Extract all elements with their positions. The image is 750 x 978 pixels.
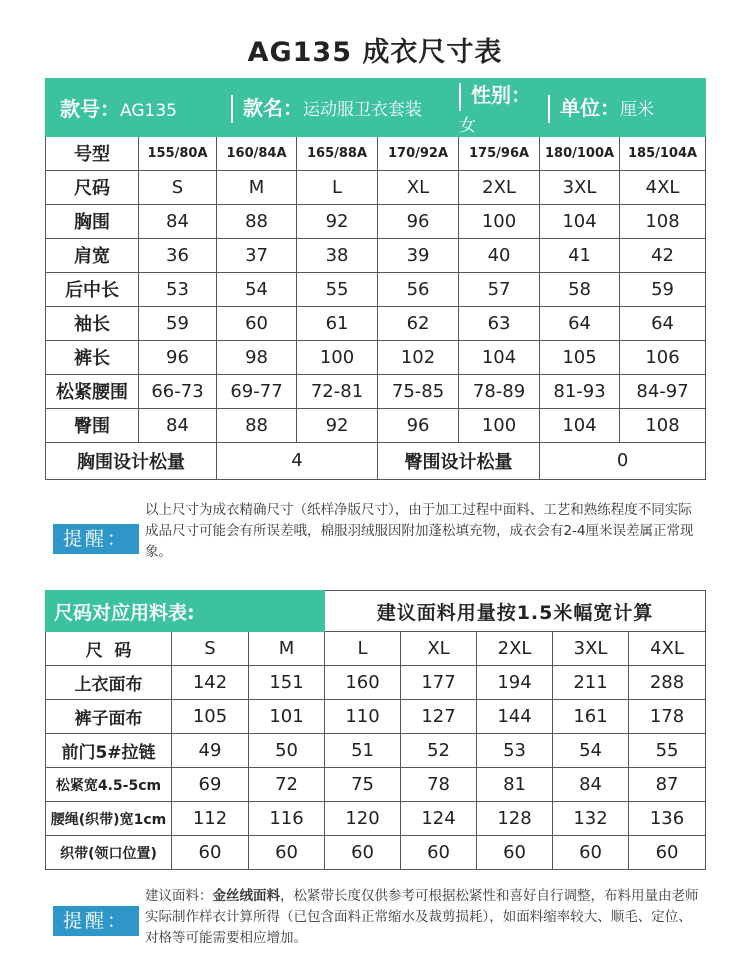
fabric-table-header <box>46 591 706 632</box>
table-cell: 61 <box>297 306 378 340</box>
gender-cell <box>459 79 540 137</box>
table-cell: 132 <box>553 802 629 836</box>
row-label: 松紧腰围 <box>46 374 139 408</box>
table-cell: 101 <box>249 700 325 734</box>
table-cell: 84 <box>139 408 217 442</box>
fabric-row <box>46 836 706 870</box>
size-row <box>46 170 706 204</box>
table-cell: 161 <box>553 700 629 734</box>
table-cell: 108 <box>620 204 706 238</box>
table-cell: 60 <box>172 836 249 870</box>
unit-label: 单位： <box>560 95 621 120</box>
table-cell: 110 <box>325 700 401 734</box>
table-cell: 155/80A <box>139 136 217 170</box>
table-cell: 53 <box>477 734 553 768</box>
style-name-value: 运动服卫衣套装 <box>303 99 423 120</box>
divider <box>459 83 461 111</box>
chest-ease-value: 4 <box>217 442 378 479</box>
row-label: 尺码 <box>46 170 139 204</box>
ease-row <box>46 442 706 479</box>
table-cell: 60 <box>401 836 477 870</box>
table-cell: 55 <box>297 272 378 306</box>
size-cell: 4XL <box>629 632 706 666</box>
table-cell: 78-89 <box>459 374 540 408</box>
row-label: 上衣面布 <box>46 666 172 700</box>
table-cell: 54 <box>217 272 297 306</box>
size-row <box>46 306 706 340</box>
row-label: 腰绳(织带)宽1cm <box>46 802 172 836</box>
table-cell: 88 <box>217 204 297 238</box>
table-cell: 75-85 <box>378 374 459 408</box>
table-cell: 288 <box>629 666 706 700</box>
table-cell: 194 <box>477 666 553 700</box>
table-cell: 41 <box>540 238 620 272</box>
table-cell: 185/104A <box>620 136 706 170</box>
size-row <box>46 204 706 238</box>
table-cell: 136 <box>629 802 706 836</box>
table-cell: 96 <box>378 408 459 442</box>
unit-cell <box>540 79 706 137</box>
row-label: 前门5#拉链 <box>46 734 172 768</box>
fabric-row <box>46 666 706 700</box>
table-cell: 81 <box>477 768 553 802</box>
table-cell: 39 <box>378 238 459 272</box>
size-cell: M <box>249 632 325 666</box>
size-chart-table <box>45 78 706 480</box>
table-cell: 160 <box>325 666 401 700</box>
chest-ease-label: 胸围设计松量 <box>46 442 217 479</box>
table-cell: 87 <box>629 768 706 802</box>
table-cell: 128 <box>477 802 553 836</box>
table-cell: 105 <box>172 700 249 734</box>
style-name-label: 款名： <box>243 95 304 120</box>
table-cell: 60 <box>629 836 706 870</box>
table-cell: 84 <box>139 204 217 238</box>
table-cell: 51 <box>325 734 401 768</box>
table-cell: 38 <box>297 238 378 272</box>
table-cell: S <box>139 170 217 204</box>
table-cell: 84-97 <box>620 374 706 408</box>
table-cell: 60 <box>477 836 553 870</box>
fabric-width-hint: 建议面料用量按1.5米幅宽计算 <box>325 591 706 632</box>
table-cell: 72 <box>249 768 325 802</box>
table-cell: 69 <box>172 768 249 802</box>
info-bar <box>46 79 706 137</box>
row-label: 肩宽 <box>46 238 139 272</box>
divider <box>231 95 233 123</box>
row-label: 织带(领口位置) <box>46 836 172 870</box>
style-no-cell <box>46 79 217 137</box>
size-row <box>46 374 706 408</box>
gender-label: 性别： <box>471 83 532 107</box>
row-label: 号型 <box>46 136 139 170</box>
table-cell: 42 <box>620 238 706 272</box>
table-cell: 50 <box>249 734 325 768</box>
table-cell: 120 <box>325 802 401 836</box>
table-cell: 60 <box>217 306 297 340</box>
size-header-row <box>46 632 706 666</box>
row-label: 后中长 <box>46 272 139 306</box>
table-cell: 165/88A <box>297 136 378 170</box>
table-cell: 37 <box>217 238 297 272</box>
size-row <box>46 340 706 374</box>
table-cell: 4XL <box>620 170 706 204</box>
table-cell: 59 <box>620 272 706 306</box>
table-cell: 75 <box>325 768 401 802</box>
size-cell: 2XL <box>477 632 553 666</box>
fabric-table-label: 尺码对应用料表: <box>46 591 325 632</box>
size-cell: L <box>325 632 401 666</box>
row-label: 松紧宽4.5-5cm <box>46 768 172 802</box>
table-cell: 104 <box>459 340 540 374</box>
table-cell: 104 <box>540 408 620 442</box>
style-no-value: AG135 <box>120 100 177 121</box>
unit-value: 厘米 <box>620 99 655 120</box>
table-cell: 142 <box>172 666 249 700</box>
table-cell: 160/84A <box>217 136 297 170</box>
size-cell: S <box>172 632 249 666</box>
row-label: 臀围 <box>46 408 139 442</box>
size-label: 尺 码 <box>46 632 172 666</box>
table-cell: 127 <box>401 700 477 734</box>
divider <box>548 95 550 123</box>
size-row <box>46 272 706 306</box>
reminder-tag: 提醒： <box>53 906 139 936</box>
table-cell: 108 <box>620 408 706 442</box>
row-label: 袖长 <box>46 306 139 340</box>
table-cell: 59 <box>139 306 217 340</box>
table-cell: 81-93 <box>540 374 620 408</box>
page-title: AG135 成衣尺寸表 <box>247 37 503 68</box>
table-cell: 100 <box>459 408 540 442</box>
table-cell: 124 <box>401 802 477 836</box>
table-cell: 106 <box>620 340 706 374</box>
table-cell: M <box>217 170 297 204</box>
table-cell: 64 <box>620 306 706 340</box>
reminder-tag: 提醒： <box>53 524 139 554</box>
table-cell: 102 <box>378 340 459 374</box>
hip-ease-label: 臀围设计松量 <box>378 442 540 479</box>
table-cell: 40 <box>459 238 540 272</box>
size-cell: 3XL <box>553 632 629 666</box>
table-cell: 49 <box>172 734 249 768</box>
table-cell: 105 <box>540 340 620 374</box>
table-cell: 178 <box>629 700 706 734</box>
reminder-note-2 <box>45 886 705 956</box>
hip-ease-value: 0 <box>540 442 706 479</box>
fabric-suggestion-rest: ，松紧带长度仅供参考可根据松紧性和喜好自行调整，布料用量由老师实际制作样衣计算所得（已包含面料正常缩水及裁剪损耗），如面料缩率较大、顺毛、定位、对格等可能需要相应增加。 <box>145 888 699 946</box>
table-cell: 96 <box>139 340 217 374</box>
table-cell: 144 <box>477 700 553 734</box>
table-cell: 116 <box>249 802 325 836</box>
table-cell: 36 <box>139 238 217 272</box>
table-cell: 52 <box>401 734 477 768</box>
reminder-note-1 <box>45 498 705 568</box>
table-cell: L <box>297 170 378 204</box>
table-cell: 60 <box>553 836 629 870</box>
table-cell: 53 <box>139 272 217 306</box>
fabric-usage-table <box>45 590 706 870</box>
table-cell: 54 <box>553 734 629 768</box>
reminder-text: 以上尺寸为成衣精确尺寸（纸样净版尺寸），由于加工过程中面料、工艺和熟练程度不同实际成品尺寸可能会有所误差哦，棉服羽绒服因附加蓬松填充物，成衣会有2-4厘米误差属正常现象。 <box>145 502 694 560</box>
size-row <box>46 408 706 442</box>
table-cell: 170/92A <box>378 136 459 170</box>
table-cell: 180/100A <box>540 136 620 170</box>
table-cell: 112 <box>172 802 249 836</box>
fabric-suggestion-prefix: 建议面料： <box>145 888 213 904</box>
table-cell: 60 <box>325 836 401 870</box>
table-cell: 3XL <box>540 170 620 204</box>
size-row <box>46 238 706 272</box>
table-cell: 175/96A <box>459 136 540 170</box>
table-cell: 177 <box>401 666 477 700</box>
table-cell: 96 <box>378 204 459 238</box>
row-label: 胸围 <box>46 204 139 238</box>
style-name-cell <box>217 79 459 137</box>
table-cell: 58 <box>540 272 620 306</box>
table-cell: 88 <box>217 408 297 442</box>
table-cell: 56 <box>378 272 459 306</box>
table-cell: 55 <box>629 734 706 768</box>
size-row <box>46 136 706 170</box>
fabric-row <box>46 768 706 802</box>
row-label: 裤长 <box>46 340 139 374</box>
style-no-label: 款号： <box>60 96 120 121</box>
table-cell: 2XL <box>459 170 540 204</box>
row-label: 裤子面布 <box>46 700 172 734</box>
table-cell: 72-81 <box>297 374 378 408</box>
table-cell: 98 <box>217 340 297 374</box>
table-cell: XL <box>378 170 459 204</box>
table-cell: 57 <box>459 272 540 306</box>
gender-value: 女 <box>459 115 477 136</box>
fabric-suggestion-name: 金丝绒面料 <box>212 888 280 904</box>
reminder-text <box>145 886 705 949</box>
fabric-row <box>46 700 706 734</box>
table-cell: 100 <box>459 204 540 238</box>
table-cell: 92 <box>297 204 378 238</box>
table-cell: 69-77 <box>217 374 297 408</box>
table-cell: 63 <box>459 306 540 340</box>
table-cell: 78 <box>401 768 477 802</box>
table-cell: 104 <box>540 204 620 238</box>
table-cell: 100 <box>297 340 378 374</box>
table-cell: 66-73 <box>139 374 217 408</box>
size-cell: XL <box>401 632 477 666</box>
table-cell: 62 <box>378 306 459 340</box>
table-cell: 211 <box>553 666 629 700</box>
table-cell: 64 <box>540 306 620 340</box>
fabric-row <box>46 734 706 768</box>
fabric-row <box>46 802 706 836</box>
table-cell: 92 <box>297 408 378 442</box>
table-cell: 151 <box>249 666 325 700</box>
table-cell: 84 <box>553 768 629 802</box>
table-cell: 60 <box>249 836 325 870</box>
